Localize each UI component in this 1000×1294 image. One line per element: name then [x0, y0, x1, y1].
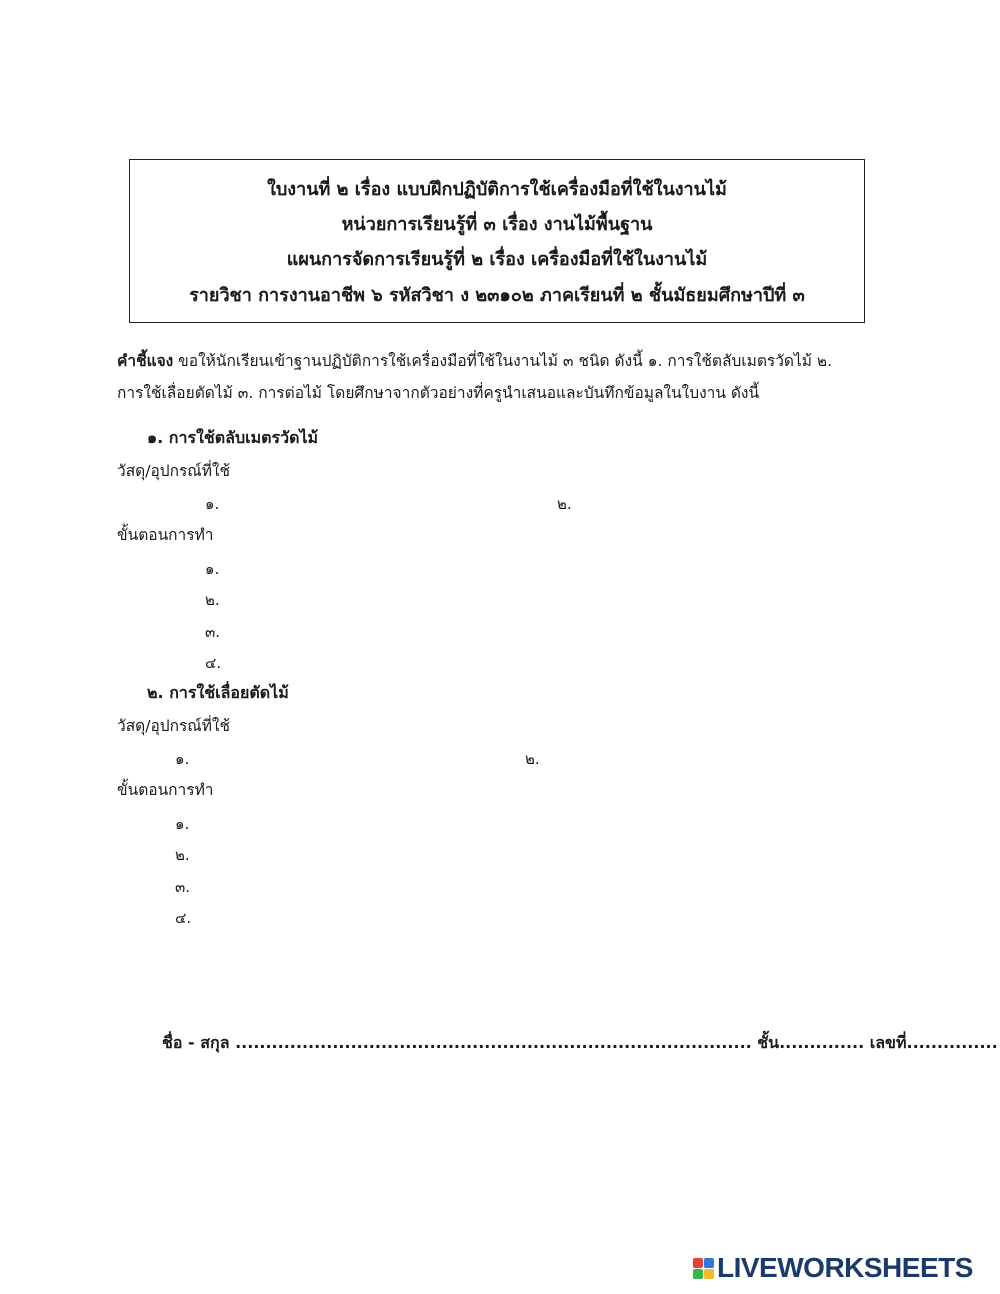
logo-mark-tile-blue — [704, 1258, 714, 1268]
section1-materials-label: วัสดุ/อุปกรณ์ที่ใช้ — [117, 462, 230, 480]
section2-heading: ๒. การใช้เลื่อยตัดไม้ — [147, 683, 289, 702]
section1-steps-label: ขั้นตอนการทำ — [117, 526, 214, 544]
logo-mark-tile-yellow — [704, 1269, 714, 1279]
logo-mark-icon — [693, 1258, 715, 1280]
section1-material-1: ๑. — [205, 495, 220, 513]
section2-material-2: ๒. — [525, 750, 540, 768]
section2-materials-label: วัสดุ/อุปกรณ์ที่ใช้ — [117, 717, 230, 735]
logo-mark-tile-green — [693, 1269, 703, 1279]
unit-title: หน่วยการเรียนรู้ที่ ๓ เรื่อง งานไม้พื้นฐาน — [341, 214, 653, 235]
instructions-label: คำชี้แจง — [117, 352, 174, 370]
section1-step-2: ๒. — [205, 591, 220, 609]
instructions-line-2: การใช้เลื่อยตัดไม้ ๓. การต่อไม้ โดยศึกษาจากตัวอย่างที่ครูนำเสนอและบันทึกข้อมูลในใบงาน ดังนี้ — [117, 384, 760, 402]
section1-heading: ๑. การใช้ตลับเมตรวัดไม้ — [147, 428, 319, 447]
title-box — [129, 159, 865, 323]
section2-step-2: ๒. — [175, 846, 190, 864]
section1-step-4: ๔. — [205, 654, 222, 672]
lesson-plan-title: แผนการจัดการเรียนรู้ที่ ๒ เรื่อง เครื่องมือที่ใช้ในงานไม้ — [286, 249, 708, 270]
section2-steps-label: ขั้นตอนการทำ — [117, 781, 214, 799]
student-info-line: ชื่อ - สกุล ..................................................................................... ชั้น.............. เลขที่............... — [162, 1033, 998, 1052]
instructions-text-1: ขอให้นักเรียนเข้าฐานปฏิบัติการใช้เครื่องมือที่ใช้ในงานไม้ ๓ ชนิด ดังนี้ ๑. การใช้ตลับเมตรวัดไม้ ๒. — [178, 352, 833, 370]
logo-mark-tile-red — [693, 1258, 703, 1268]
worksheet-title: ใบงานที่ ๒ เรื่อง แบบฝึกปฏิบัติการใช้เครื่องมือที่ใช้ในงานไม้ — [267, 179, 727, 200]
section2-step-1: ๑. — [175, 815, 190, 833]
section2-step-4: ๔. — [175, 909, 192, 927]
section1-material-2: ๒. — [557, 495, 572, 513]
section2-material-1: ๑. — [175, 750, 190, 768]
instructions-line-1 — [117, 348, 832, 373]
logo-text: LIVEWORKSHEETS — [717, 1252, 973, 1283]
section2-step-3: ๓. — [175, 878, 191, 896]
section1-step-3: ๓. — [205, 623, 221, 641]
course-info: รายวิชา การงานอาชีพ ๖ รหัสวิชา ง ๒๓๑๐๒ ภาคเรียนที่ ๒ ชั้นมัธยมศึกษาปีที่ ๓ — [189, 285, 805, 306]
section1-step-1: ๑. — [205, 560, 220, 578]
